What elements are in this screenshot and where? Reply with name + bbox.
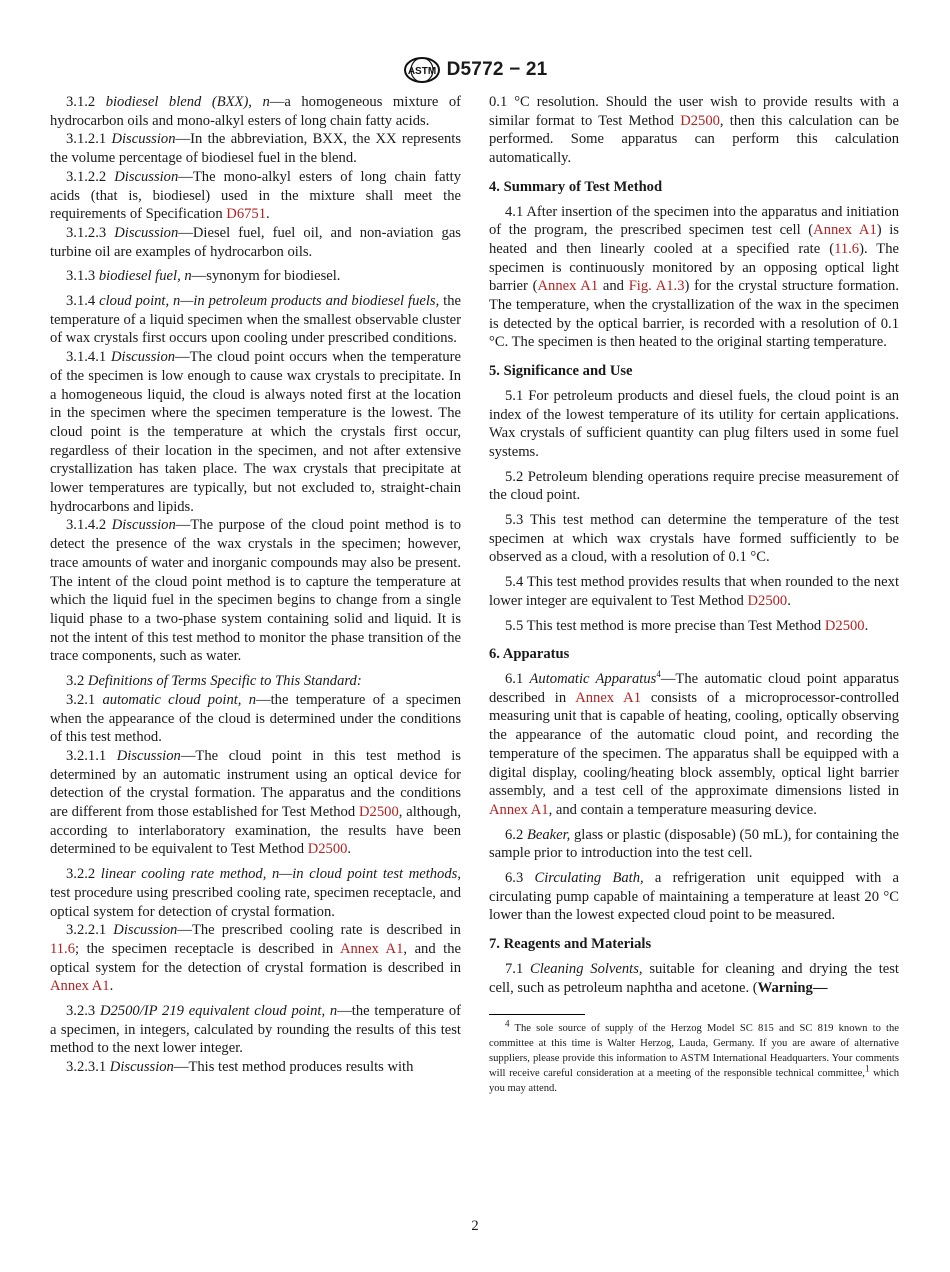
para-3-1-2-2: 3.1.2.2 Discussion—The mono-alkyl esters of long chain fatty acids (that is, biodiesel) used in the mixture shall meet the requirements of Specification D6751. [50,168,461,223]
document-id: D5772 − 21 [446,59,548,80]
para-6-1: 6.1 Automatic Apparatus$^4$—The automatic cloud point apparatus described in Annex A1 consists of a microprocessor-controlled measuring unit that is capable of heating, cooling, optically observing the appearance of the automatic cloud point, and recording the temperature of the specimen. The apparatus shall be equipped with a digital display, cooling/heating block assembly, optical light barrier assembly, and a test cell of the approximate dimensions listed in Annex A1, and contain a temperature measuring device. [489,669,899,818]
para-3-2-2-1: 3.2.2.1 Discussion—The prescribed cooling rate is described in 11.6; the specimen receptacle is described in Annex A1, and the optical system for the detection of crystal formation is described in Annex A1. [50,922,461,995]
footnote-4: $^4$ The sole source of supply of the Herzog Model SC 815 and SC 819 known to the committee at this time is Walter Herzog, Lauda, Germany. If you are aware of alternative suppliers, please provide this information to ASTM International Headquarters. Your comments will receive careful consideration at a meeting of the responsible technical committee,$^1$ which you may attend. [489,1018,899,1095]
ref-link-11-6[interactable]: 11.6 [834,240,860,257]
footnote-divider [489,1014,585,1015]
para-5-3: 5.3 This test method can determine the temperature of the test specimen at which wax crystals have formed sufficiently to be observed as a cloud, with a resolution of 0.1 °C. [489,512,899,566]
para-3-1-2-1: 3.1.2.1 Discussion—In the abbreviation, BXX, the XX represents the volume percentage of biodiesel fuel in the blend. [50,131,461,167]
ref-link-annex-a1[interactable]: Annex A1 [50,978,110,995]
para-3-1-3: 3.1.3 biodiesel fuel, n—synonym for biodiesel. [66,268,341,285]
ref-link-d2500[interactable]: D2500 [747,592,788,609]
page-number: 2 [471,1218,479,1234]
para-5-1: 5.1 For petroleum products and diesel fuels, the cloud point is an index of the lowest temperature of its utility for certain applications. Wax crystals of sufficient quantity can plug filters used in some fuel systems. [489,387,899,460]
para-6-3: 6.3 Circulating Bath, a refrigeration unit equipped with a circulating pump capable of maintaining a temperature at least 20 °C lower than the lowest expected cloud point to be measured. [489,870,899,924]
svg-text:ASTM: ASTM [407,66,436,77]
para-3-1-4-1: 3.1.4.1 Discussion—The cloud point occurs when the temperature of the specimen is low enough to cause wax crystals to precipitate. In a homogeneous liquid, the cloud is always noted first at the location in the specimen where the specimen temperature is the lowest. The cloud point is the temperature at which the crystals first occur, regardless of their location in the specimen, and not after extensive crystallization has taken place. The wax crystals that precipitate at lower temperatures are typically, but not excluded to, straight-chain hydrocarbons and lipids. [50,349,461,515]
astm-logo-icon [403,57,441,83]
para-3-1-2-3: 3.1.2.3 Discussion—Diesel fuel, fuel oil, and non-aviation gas turbine oil are examples of hydrocarbon oils. [50,224,461,260]
section-heading-6: 6. Apparatus [489,646,570,663]
para-7-1: 7.1 Cleaning Solvents, suitable for cleaning and drying the test cell, such as petroleum naphtha and acetone. (Warning— [489,960,899,996]
ref-link-annex-a1[interactable]: Annex A1 [339,940,404,957]
section-heading-4: 4. Summary of Test Method [489,178,663,195]
para-3-1-4: 3.1.4 cloud point, n—in petroleum products and biodiesel fuels, the temperature of a liquid specimen when the smallest observable cluster of wax crystals first occurs upon cooling under prescribed conditions. [50,293,461,347]
ref-link-d2500[interactable]: D2500 [680,112,720,129]
ref-link-fig-a1-3[interactable]: Fig. A1.3 [628,278,685,295]
para-5-4: 5.4 This test method provides results that when rounded to the next lower integer are equivalent to Test Method D2500. [489,574,899,609]
para-3-1-4-2: 3.1.4.2 Discussion—The purpose of the cloud point method is to detect the presence of the wax crystals in the specimen; however, trace amounts of water and inorganic compounds may also be present. The intent of the cloud point method is to capture the temperature at which the liquid fuel in the specimen begins to change from a single liquid phase to a two-phase system containing solid and liquid. It is not the intent of this test method to monitor the phase transition of the trace components, such as water. [50,517,461,665]
para-3-2-1: 3.2.1 automatic cloud point, n—the temperature of a specimen when the appearance of the cloud is determined under the conditions of this test method. [50,691,461,746]
para-3-2-2: 3.2.2 linear cooling rate method, n—in cloud point test methods, test procedure using prescribed cooling rate, specimen receptacle, and optical system for detection of crystal formation. [50,866,461,920]
para-4-1: 4.1 After insertion of the specimen into the apparatus and initiation of the program, the prescribed specimen test cell (Annex A1) is heated and then linearly cooled at a specified rate (11.6). The specimen is continuously monitored by an opposing optical light barrier (Annex A1 and Fig. A1.3) for the crystal structure formation. The temperature, when the crystallization of the wax in the specimen is detected by the optical barrier, is recorded with a resolution of 0.1 °C. The specimen is then heated to the original starting temperature. [489,203,900,351]
para-3-1-2: 3.1.2 biodiesel blend (BXX), n—a homogeneous mixture of hydrocarbon oils and mono-alkyl esters of long chain fatty acids. [50,94,461,129]
footnote-marker: 4 [656,669,661,680]
page-header [0,56,950,84]
para-3-2: 3.2 Definitions of Terms Specific to This Standard: [66,673,362,690]
ref-link-11-6[interactable]: 11.6 [50,940,75,957]
ref-link-annex-a1[interactable]: Annex A1 [575,689,641,706]
ref-link-d6751[interactable]: D6751 [226,206,267,223]
right-column [489,93,899,1102]
ref-link-d2500[interactable]: D2500 [824,617,865,634]
ref-link-d2500[interactable]: D2500 [307,841,348,858]
para-3-2-3-1: 3.2.3.1 Discussion—This test method produces results with [66,1059,414,1076]
ref-link-annex-a1[interactable]: Annex A1 [813,222,877,239]
ref-link-d2500[interactable]: D2500 [359,804,399,821]
ref-link-annex-a1[interactable]: Annex A1 [537,278,599,295]
para-3-2-3: 3.2.3 D2500/IP 219 equivalent cloud point, n—the temperature of a specimen, in integers, calculated by rounding the results of this test method to the next lower integer. [50,1003,462,1057]
para-5-2: 5.2 Petroleum blending operations require precise measurement of the cloud point. [489,468,900,504]
left-column [50,93,461,1077]
para-5-5: 5.5 This test method is more precise than Test Method D2500. [505,617,869,634]
section-heading-5: 5. Significance and Use [489,363,633,380]
ref-link-annex-a1[interactable]: Annex A1 [489,801,549,818]
para-6-2: 6.2 Beaker, glass or plastic (disposable) (50 mL), for containing the sample prior to introduction into the test cell. [489,826,900,862]
para-3-2-1-1: 3.2.1.1 Discussion—The cloud point in this test method is determined by an automatic instrument using an optical device for detection of the crystal formation. The apparatus and the conditions are different from those established for Test Method D2500, although, according to interlaboratory examination, the results have been determined to be equivalent to Test Method D2500. [50,747,461,858]
para-3-2-3-1-continued: 0.1 °C resolution. Should the user wish to provide results with a similar format to Test Method D2500, then this calculation can be performed. Some apparatus can perform this calculation automatically. [489,94,899,167]
section-heading-7: 7. Reagents and Materials [489,936,652,953]
